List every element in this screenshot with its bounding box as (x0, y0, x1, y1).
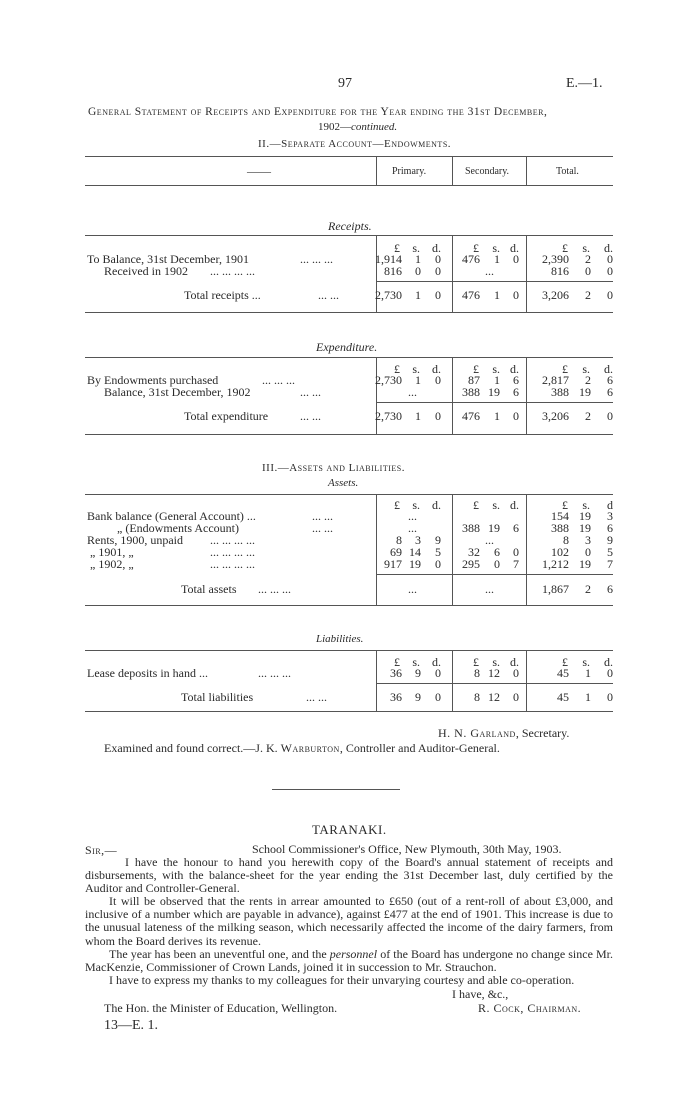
secondary-pounds: 32 (468, 545, 480, 559)
lsd-pound: £ (473, 655, 479, 669)
lsd-shilling: s. (492, 241, 500, 255)
lsd-pound: £ (394, 362, 400, 376)
row-label: „ 1902, „ (90, 557, 134, 571)
total-rule (376, 281, 613, 282)
salutation: Sir,— (85, 843, 118, 857)
secondary-empty: ... (485, 582, 494, 596)
col-divider (452, 236, 453, 312)
secondary-pence: 0 (513, 666, 519, 680)
total-pounds: 154 (551, 509, 569, 523)
primary-pence: 0 (435, 666, 441, 680)
primary-shillings: 1 (415, 252, 421, 266)
statement-subtitle: 1902—continued. (318, 121, 398, 133)
col-divider (526, 236, 527, 312)
liabilities-heading: Liabilities. (316, 633, 364, 645)
lsd-pence: d. (604, 241, 613, 255)
column-header-secondary: Secondary. (465, 166, 510, 177)
total-pounds: 2,817 (542, 373, 569, 387)
lsd-shilling: s. (582, 241, 590, 255)
total-shillings: 19 (579, 521, 591, 535)
col-divider (376, 156, 377, 185)
lsd-shilling: s. (492, 655, 500, 669)
col-divider (526, 651, 527, 711)
primary-shillings: 3 (415, 533, 421, 547)
total-pounds: 1,867 (542, 582, 569, 596)
row-label: Lease deposits in hand ... (87, 666, 208, 680)
lsd-shilling: s. (412, 362, 420, 376)
lsd-pound: £ (473, 362, 479, 376)
lsd-pound: £ (562, 655, 568, 669)
total-rule (376, 683, 613, 684)
col-divider (376, 495, 377, 605)
total-pounds: 388 (551, 385, 569, 399)
letter-paragraph: I have to express my thanks to my colleagues for their unvarying courtesy and able co-operation. (109, 973, 575, 987)
secondary-shillings: 19 (488, 521, 500, 535)
total-pounds: 1,212 (542, 557, 569, 571)
secondary-shillings: 12 (488, 666, 500, 680)
section-3-heading: III.—Assets and Liabilities. (262, 462, 405, 474)
total-pence: 0 (607, 666, 613, 680)
audit-certification: Examined and found correct.—J. K. Warburton, Controller and Auditor-General. (104, 741, 500, 755)
lsd-pence: d. (432, 362, 441, 376)
lsd-pound: £ (473, 498, 479, 512)
leader-dots: ... ... ... ... (210, 533, 255, 547)
lsd-pence: d. (604, 655, 613, 669)
total-pence: 6 (607, 521, 613, 535)
lsd-shilling: s. (582, 498, 590, 512)
letter-signer: R. Cock, Chairman. (478, 1001, 582, 1015)
total-pence: 0 (607, 409, 613, 423)
assets-heading: Assets. (328, 477, 359, 489)
primary-pence: 9 (435, 533, 441, 547)
document-reference: E.—1. (566, 76, 603, 91)
total-shillings: 2 (585, 409, 591, 423)
lsd-shilling: s. (582, 655, 590, 669)
secondary-shillings: 1 (494, 288, 500, 302)
total-shillings: 2 (585, 288, 591, 302)
lsd-pence: d. (510, 362, 519, 376)
lsd-pence: d. (604, 362, 613, 376)
row-label: By Endowments purchased (87, 373, 219, 387)
row-label: Rents, 1900, unpaid (87, 533, 183, 547)
assets-top-rule (85, 494, 613, 495)
leader-dots: ... ... ... (258, 582, 291, 596)
total-pence: 0 (607, 264, 613, 278)
primary-shillings: 1 (415, 409, 421, 423)
secondary-pence: 0 (513, 545, 519, 559)
col-divider (452, 156, 453, 185)
total-shillings: 3 (585, 533, 591, 547)
secondary-shillings: 1 (494, 252, 500, 266)
primary-shillings: 19 (409, 557, 421, 571)
total-assets-label: Total assets (181, 582, 237, 596)
total-pence: 6 (607, 373, 613, 387)
row-label: Bank balance (General Account) ... (87, 509, 256, 523)
leader-dots: ... ... ... ... (210, 264, 255, 278)
row-label: Balance, 31st December, 1902 (104, 385, 251, 399)
lsd-pence: d. (432, 655, 441, 669)
total-shillings: 2 (585, 252, 591, 266)
lsd-pound: £ (394, 655, 400, 669)
primary-shillings: 9 (415, 690, 421, 704)
primary-pence: 0 (435, 288, 441, 302)
total-receipts-label: Total receipts ... (184, 288, 261, 302)
primary-pounds: 816 (384, 264, 402, 278)
lsd-pence: d. (432, 241, 441, 255)
primary-pence: 0 (435, 557, 441, 571)
total-shillings: 0 (585, 545, 591, 559)
expenditure-bottom-rule (85, 434, 613, 435)
letter-paragraph: The year has been an uneventful one, and the personnel of the Board has undergone no change since Mr. MacKenzie, Commissioner of Crown Lands, joined it in succession to Mr. Strauchon. (85, 947, 613, 975)
primary-shillings: 1 (415, 373, 421, 387)
col-divider (526, 358, 527, 434)
lsd-pence: d. (510, 241, 519, 255)
total-pounds: 3,206 (542, 409, 569, 423)
primary-pounds: 1,914 (375, 252, 402, 266)
total-shillings: 0 (585, 264, 591, 278)
total-pounds: 45 (557, 690, 569, 704)
row-label: „ 1901, „ (90, 545, 134, 559)
primary-pence: 0 (435, 690, 441, 704)
page-number: 97 (338, 76, 352, 91)
lsd-pence: d. (432, 498, 441, 512)
secondary-shillings: 6 (494, 545, 500, 559)
total-pence: 7 (607, 557, 613, 571)
total-pounds: 102 (551, 545, 569, 559)
lsd-pound: £ (562, 498, 568, 512)
secondary-pence: 0 (513, 690, 519, 704)
table-top-rule (85, 156, 613, 157)
primary-pounds: 2,730 (375, 373, 402, 387)
total-shillings: 19 (579, 385, 591, 399)
leader-dots: ... ... ... (262, 373, 295, 387)
secondary-pence: 0 (513, 252, 519, 266)
primary-empty: ... (408, 521, 417, 535)
leader-dots: ... ... ... ... (210, 545, 255, 559)
total-rule (376, 402, 613, 403)
page-footer: 13—E. 1. (104, 1018, 159, 1033)
primary-empty: ... (408, 385, 417, 399)
total-liabilities-label: Total liabilities (181, 690, 254, 704)
leader-dots: ... ... (300, 385, 321, 399)
secondary-pence: 6 (513, 521, 519, 535)
secondary-pounds: 8 (474, 666, 480, 680)
statement-title: General Statement of Receipts and Expenditure for the Year ending the 31st December, (88, 106, 548, 118)
secondary-pence: 0 (513, 409, 519, 423)
letter-closing: I have, &c., (452, 987, 509, 1001)
primary-pounds: 69 (390, 545, 402, 559)
total-shillings: 19 (579, 509, 591, 523)
total-pounds: 8 (563, 533, 569, 547)
secondary-pounds: 87 (468, 373, 480, 387)
total-pence: 6 (607, 582, 613, 596)
total-expenditure-label: Total expenditure (184, 409, 269, 423)
primary-pence: 0 (435, 409, 441, 423)
lsd-pence: d. (510, 655, 519, 669)
column-header-total: Total. (556, 166, 579, 177)
primary-pence: 0 (435, 252, 441, 266)
primary-shillings: 1 (415, 288, 421, 302)
header-dash: —— (247, 164, 271, 178)
lsd-pound: £ (394, 241, 400, 255)
lsd-pound: £ (562, 362, 568, 376)
expenditure-heading: Expenditure. (316, 340, 378, 354)
secondary-pence: 7 (513, 557, 519, 571)
total-pounds: 2,390 (542, 252, 569, 266)
total-shillings: 2 (585, 373, 591, 387)
separator-rule (272, 789, 400, 790)
row-label: Received in 1902 (104, 264, 188, 278)
secondary-pounds: 8 (474, 690, 480, 704)
receipts-heading: Receipts. (328, 219, 372, 233)
total-pence: 9 (607, 533, 613, 547)
section-2-heading: II.—Separate Account—Endowments. (258, 138, 452, 150)
total-shillings: 2 (585, 582, 591, 596)
lsd-pound: £ (562, 241, 568, 255)
lsd-pence: d (607, 498, 613, 512)
table-header-rule (85, 185, 613, 186)
primary-empty: ... (408, 509, 417, 523)
lsd-shilling: s. (412, 498, 420, 512)
total-shillings: 1 (585, 666, 591, 680)
col-divider (376, 651, 377, 711)
letter-paragraph: I have the honour to hand you herewith copy of the Board's annual statement of receipts and disbursements, with the balance-sheet for the year ending the 31st December last, duly certified by the Auditor and Controller-General. (85, 855, 613, 896)
lsd-shilling: s. (412, 241, 420, 255)
receipts-bottom-rule (85, 312, 613, 313)
leader-dots: ... ... (300, 409, 321, 423)
total-shillings: 1 (585, 690, 591, 704)
leader-dots: ... ... (318, 288, 339, 302)
secondary-pence: 6 (513, 385, 519, 399)
total-shillings: 19 (579, 557, 591, 571)
leader-dots: ... ... (312, 509, 333, 523)
primary-pounds: 2,730 (375, 288, 402, 302)
secondary-shillings: 1 (494, 409, 500, 423)
leader-dots: ... ... ... ... (210, 557, 255, 571)
liabilities-top-rule (85, 650, 613, 651)
col-divider (452, 495, 453, 605)
secondary-empty: ... (485, 533, 494, 547)
secondary-pounds: 388 (462, 385, 480, 399)
row-label: „ (Endowments Account) (117, 521, 239, 535)
secondary-pounds: 476 (462, 252, 480, 266)
column-header-primary: Primary. (392, 166, 427, 177)
receipts-top-rule (85, 235, 613, 236)
col-divider (452, 358, 453, 434)
leader-dots: ... ... ... (258, 666, 291, 680)
secondary-pence: 6 (513, 373, 519, 387)
lsd-shilling: s. (492, 498, 500, 512)
total-pence: 0 (607, 288, 613, 302)
lsd-pound: £ (473, 241, 479, 255)
leader-dots: ... ... ... (300, 252, 333, 266)
primary-pence: 0 (435, 373, 441, 387)
letter-office-date: School Commissioner's Office, New Plymouth, 30th May, 1903. (252, 842, 562, 856)
col-divider (526, 156, 527, 185)
lsd-shilling: s. (412, 655, 420, 669)
total-pounds: 45 (557, 666, 569, 680)
lsd-shilling: s. (582, 362, 590, 376)
total-pence: 3 (607, 509, 613, 523)
lsd-shilling: s. (492, 362, 500, 376)
primary-pounds: 36 (390, 666, 402, 680)
lsd-pence: d. (510, 498, 519, 512)
letter-addressee: The Hon. the Minister of Education, Wellington. (104, 1001, 338, 1015)
primary-pounds: 2,730 (375, 409, 402, 423)
assets-bottom-rule (85, 605, 613, 606)
secondary-empty: ... (485, 264, 494, 278)
letter-paragraph: It will be observed that the rents in arrear amounted to £650 (out of a rent-roll of about £3,000, and inclusive of a number which are payable in advance), against £477 at the end of 1901. This increase is due to the unusual lateness of the milking season, which necessarily affected the income of the dairy farmers, from whom the Board derives its revenue. (85, 894, 613, 948)
secondary-pounds: 388 (462, 521, 480, 535)
primary-empty: ... (408, 582, 417, 596)
primary-shillings: 0 (415, 264, 421, 278)
col-divider (452, 651, 453, 711)
secondary-pounds: 476 (462, 409, 480, 423)
secondary-shillings: 0 (494, 557, 500, 571)
primary-pence: 5 (435, 545, 441, 559)
total-pounds: 3,206 (542, 288, 569, 302)
secondary-pence: 0 (513, 288, 519, 302)
secondary-shillings: 1 (494, 373, 500, 387)
secretary-signature: H. N. Garland, Secretary. (438, 726, 570, 740)
primary-pounds: 36 (390, 690, 402, 704)
total-pounds: 816 (551, 264, 569, 278)
expenditure-top-rule (85, 357, 613, 358)
secondary-shillings: 12 (488, 690, 500, 704)
col-divider (526, 495, 527, 605)
liabilities-bottom-rule (85, 711, 613, 712)
total-pounds: 388 (551, 521, 569, 535)
row-label: To Balance, 31st December, 1901 (87, 252, 249, 266)
total-pence: 0 (607, 252, 613, 266)
primary-shillings: 9 (415, 666, 421, 680)
total-pence: 0 (607, 690, 613, 704)
letter-heading: TARANAKI. (312, 822, 387, 837)
secondary-shillings: 19 (488, 385, 500, 399)
secondary-pounds: 295 (462, 557, 480, 571)
leader-dots: ... ... (306, 690, 327, 704)
primary-pounds: 8 (396, 533, 402, 547)
secondary-pounds: 476 (462, 288, 480, 302)
leader-dots: ... ... (312, 521, 333, 535)
total-pence: 6 (607, 385, 613, 399)
primary-shillings: 14 (409, 545, 421, 559)
total-rule (376, 574, 613, 575)
primary-pounds: 917 (384, 557, 402, 571)
lsd-pound: £ (394, 498, 400, 512)
primary-pence: 0 (435, 264, 441, 278)
total-pence: 5 (607, 545, 613, 559)
